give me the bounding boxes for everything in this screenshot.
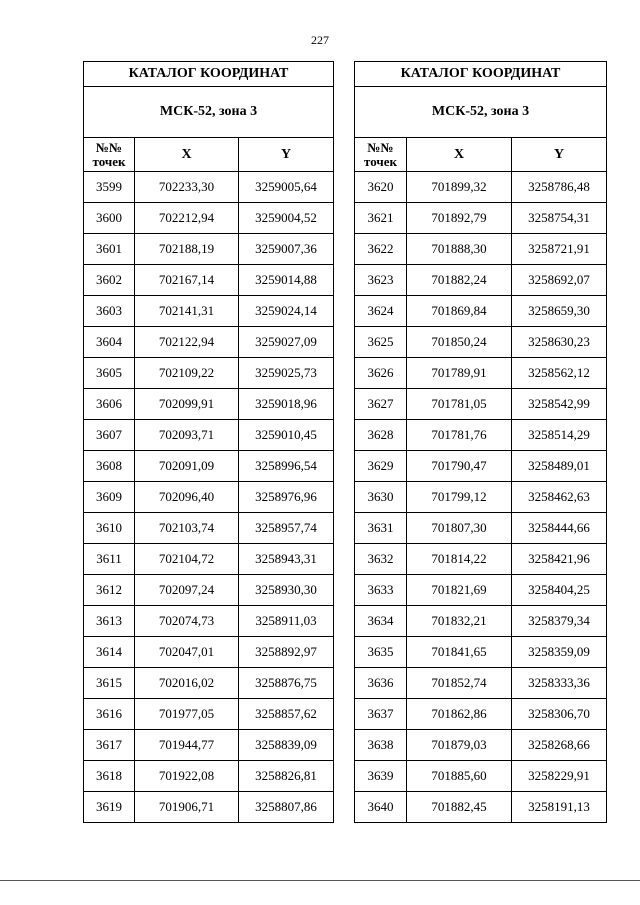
point-number-cell: 3638 [355, 730, 407, 761]
point-number-cell: 3606 [84, 389, 135, 420]
x-coordinate-cell: 702096,40 [135, 482, 239, 513]
y-coordinate-cell: 3259004,52 [239, 203, 334, 234]
y-coordinate-cell: 3258191,13 [512, 792, 607, 823]
y-coordinate-cell: 3258786,48 [512, 172, 607, 203]
x-coordinate-cell: 701944,77 [135, 730, 239, 761]
point-number-cell: 3603 [84, 296, 135, 327]
y-coordinate-cell: 3258562,12 [512, 358, 607, 389]
x-coordinate-cell: 701888,30 [407, 234, 512, 265]
point-number-cell: 3639 [355, 761, 407, 792]
y-coordinate-cell: 3259027,09 [239, 327, 334, 358]
point-number-cell: 3635 [355, 637, 407, 668]
x-coordinate-cell: 701852,74 [407, 668, 512, 699]
table-row [84, 296, 334, 327]
table-row [84, 420, 334, 451]
table-row [355, 792, 607, 823]
point-number-cell: 3619 [84, 792, 135, 823]
point-number-cell: 3611 [84, 544, 135, 575]
x-coordinate-cell: 702099,91 [135, 389, 239, 420]
point-number-cell: 3620 [355, 172, 407, 203]
column-header-y: Y [512, 138, 607, 172]
x-coordinate-cell: 702093,71 [135, 420, 239, 451]
table-row [355, 761, 607, 792]
y-coordinate-cell: 3258421,96 [512, 544, 607, 575]
column-header-point-number: №№ точек [355, 138, 407, 172]
point-number-cell: 3627 [355, 389, 407, 420]
x-coordinate-cell: 702167,14 [135, 265, 239, 296]
table-row [84, 699, 334, 730]
table-row [84, 265, 334, 296]
x-coordinate-cell: 701882,45 [407, 792, 512, 823]
table-row [355, 668, 607, 699]
point-number-cell: 3617 [84, 730, 135, 761]
point-number-cell: 3634 [355, 606, 407, 637]
table-row [355, 420, 607, 451]
y-coordinate-cell: 3258229,91 [512, 761, 607, 792]
x-coordinate-cell: 701807,30 [407, 513, 512, 544]
y-coordinate-cell: 3258826,81 [239, 761, 334, 792]
x-coordinate-cell: 701922,08 [135, 761, 239, 792]
table-row [84, 792, 334, 823]
point-number-cell: 3607 [84, 420, 135, 451]
table-row [84, 513, 334, 544]
table-row [84, 358, 334, 389]
column-header-x: X [135, 138, 239, 172]
y-coordinate-cell: 3258489,01 [512, 451, 607, 482]
table-row [84, 234, 334, 265]
y-coordinate-cell: 3258807,86 [239, 792, 334, 823]
point-number-cell: 3630 [355, 482, 407, 513]
y-coordinate-cell: 3259005,64 [239, 172, 334, 203]
table-row [355, 699, 607, 730]
point-number-cell: 3625 [355, 327, 407, 358]
y-coordinate-cell: 3258839,09 [239, 730, 334, 761]
y-coordinate-cell: 3258542,99 [512, 389, 607, 420]
x-coordinate-cell: 701879,03 [407, 730, 512, 761]
table-row [355, 513, 607, 544]
y-coordinate-cell: 3259025,73 [239, 358, 334, 389]
table-row [355, 265, 607, 296]
x-coordinate-cell: 702104,72 [135, 544, 239, 575]
table-row [84, 482, 334, 513]
x-coordinate-cell: 702074,73 [135, 606, 239, 637]
table-row [355, 730, 607, 761]
x-coordinate-cell: 701841,65 [407, 637, 512, 668]
table-row [84, 203, 334, 234]
x-coordinate-cell: 701821,69 [407, 575, 512, 606]
y-coordinate-cell: 3259010,45 [239, 420, 334, 451]
x-coordinate-cell: 701882,24 [407, 265, 512, 296]
table-row [355, 172, 607, 203]
y-coordinate-cell: 3259007,36 [239, 234, 334, 265]
table-row [355, 203, 607, 234]
table-row [355, 451, 607, 482]
y-coordinate-cell: 3258943,31 [239, 544, 334, 575]
x-coordinate-cell: 701869,84 [407, 296, 512, 327]
x-coordinate-cell: 701885,60 [407, 761, 512, 792]
table-body [355, 172, 607, 823]
catalog-title: КАТАЛОГ КООРДИНАТ [355, 62, 607, 87]
y-coordinate-cell: 3258957,74 [239, 513, 334, 544]
table-row [355, 544, 607, 575]
point-number-cell: 3604 [84, 327, 135, 358]
point-number-cell: 3622 [355, 234, 407, 265]
point-number-cell: 3602 [84, 265, 135, 296]
column-header-point-number: №№ точек [84, 138, 135, 172]
y-coordinate-cell: 3259014,88 [239, 265, 334, 296]
table-row [355, 482, 607, 513]
point-number-cell: 3613 [84, 606, 135, 637]
point-number-cell: 3610 [84, 513, 135, 544]
table-row [355, 575, 607, 606]
y-coordinate-cell: 3258462,63 [512, 482, 607, 513]
table-row [84, 451, 334, 482]
table-row [355, 296, 607, 327]
x-coordinate-cell: 701814,22 [407, 544, 512, 575]
coordinate-catalog-left [83, 61, 334, 823]
y-coordinate-cell: 3258721,91 [512, 234, 607, 265]
x-coordinate-cell: 702097,24 [135, 575, 239, 606]
y-coordinate-cell: 3258892,97 [239, 637, 334, 668]
point-number-cell: 3629 [355, 451, 407, 482]
table-row [355, 637, 607, 668]
x-coordinate-cell: 702109,22 [135, 358, 239, 389]
point-number-cell: 3631 [355, 513, 407, 544]
y-coordinate-cell: 3258659,30 [512, 296, 607, 327]
x-coordinate-cell: 701892,79 [407, 203, 512, 234]
x-coordinate-cell: 702141,31 [135, 296, 239, 327]
x-coordinate-cell: 701906,71 [135, 792, 239, 823]
y-coordinate-cell: 3258630,23 [512, 327, 607, 358]
page-number: 227 [311, 33, 329, 47]
x-coordinate-cell: 701789,91 [407, 358, 512, 389]
y-coordinate-cell: 3258930,30 [239, 575, 334, 606]
y-coordinate-cell: 3258514,29 [512, 420, 607, 451]
table-row [84, 606, 334, 637]
y-coordinate-cell: 3259024,14 [239, 296, 334, 327]
x-coordinate-cell: 701799,12 [407, 482, 512, 513]
point-number-cell: 3628 [355, 420, 407, 451]
x-coordinate-cell: 701862,86 [407, 699, 512, 730]
y-coordinate-cell: 3258911,03 [239, 606, 334, 637]
y-coordinate-cell: 3258444,66 [512, 513, 607, 544]
table-row [84, 668, 334, 699]
table-row [84, 544, 334, 575]
coordinate-system-label: МСК-52, зона 3 [84, 87, 334, 138]
y-coordinate-cell: 3258268,66 [512, 730, 607, 761]
y-coordinate-cell: 3258876,75 [239, 668, 334, 699]
point-number-cell: 3636 [355, 668, 407, 699]
y-coordinate-cell: 3258692,07 [512, 265, 607, 296]
y-coordinate-cell: 3258333,36 [512, 668, 607, 699]
table-row [84, 389, 334, 420]
table-row [355, 327, 607, 358]
coordinate-catalog-right [354, 61, 607, 823]
table-row [355, 358, 607, 389]
point-number-cell: 3614 [84, 637, 135, 668]
x-coordinate-cell: 701790,47 [407, 451, 512, 482]
table-row [355, 234, 607, 265]
point-number-cell: 3632 [355, 544, 407, 575]
x-coordinate-cell: 701781,76 [407, 420, 512, 451]
x-coordinate-cell: 702103,74 [135, 513, 239, 544]
coordinate-system-label: МСК-52, зона 3 [355, 87, 607, 138]
x-coordinate-cell: 702016,02 [135, 668, 239, 699]
x-coordinate-cell: 701899,32 [407, 172, 512, 203]
y-coordinate-cell: 3258306,70 [512, 699, 607, 730]
y-coordinate-cell: 3258379,34 [512, 606, 607, 637]
y-coordinate-cell: 3258857,62 [239, 699, 334, 730]
table-row [84, 172, 334, 203]
x-coordinate-cell: 701850,24 [407, 327, 512, 358]
table-row [84, 761, 334, 792]
point-number-cell: 3633 [355, 575, 407, 606]
y-coordinate-cell: 3258976,96 [239, 482, 334, 513]
x-coordinate-cell: 702047,01 [135, 637, 239, 668]
point-number-cell: 3600 [84, 203, 135, 234]
point-number-cell: 3626 [355, 358, 407, 389]
point-number-cell: 3599 [84, 172, 135, 203]
point-number-cell: 3612 [84, 575, 135, 606]
table-row [84, 575, 334, 606]
x-coordinate-cell: 701977,05 [135, 699, 239, 730]
table-row [84, 637, 334, 668]
table-row [355, 606, 607, 637]
y-coordinate-cell: 3258754,31 [512, 203, 607, 234]
point-number-cell: 3616 [84, 699, 135, 730]
y-coordinate-cell: 3259018,96 [239, 389, 334, 420]
point-number-cell: 3618 [84, 761, 135, 792]
table-row [84, 327, 334, 358]
point-number-cell: 3637 [355, 699, 407, 730]
table-row [84, 730, 334, 761]
x-coordinate-cell: 702233,30 [135, 172, 239, 203]
x-coordinate-cell: 701781,05 [407, 389, 512, 420]
column-header-x: X [407, 138, 512, 172]
catalog-title: КАТАЛОГ КООРДИНАТ [84, 62, 334, 87]
y-coordinate-cell: 3258996,54 [239, 451, 334, 482]
point-number-cell: 3640 [355, 792, 407, 823]
table-row [355, 389, 607, 420]
point-number-cell: 3609 [84, 482, 135, 513]
x-coordinate-cell: 702188,19 [135, 234, 239, 265]
point-number-cell: 3601 [84, 234, 135, 265]
column-header-y: Y [239, 138, 334, 172]
point-number-cell: 3615 [84, 668, 135, 699]
x-coordinate-cell: 702091,09 [135, 451, 239, 482]
x-coordinate-cell: 702212,94 [135, 203, 239, 234]
bottom-rule [0, 880, 640, 881]
point-number-cell: 3605 [84, 358, 135, 389]
point-number-cell: 3621 [355, 203, 407, 234]
point-number-cell: 3623 [355, 265, 407, 296]
point-number-cell: 3624 [355, 296, 407, 327]
y-coordinate-cell: 3258359,09 [512, 637, 607, 668]
point-number-cell: 3608 [84, 451, 135, 482]
x-coordinate-cell: 701832,21 [407, 606, 512, 637]
table-body [84, 172, 334, 823]
x-coordinate-cell: 702122,94 [135, 327, 239, 358]
y-coordinate-cell: 3258404,25 [512, 575, 607, 606]
